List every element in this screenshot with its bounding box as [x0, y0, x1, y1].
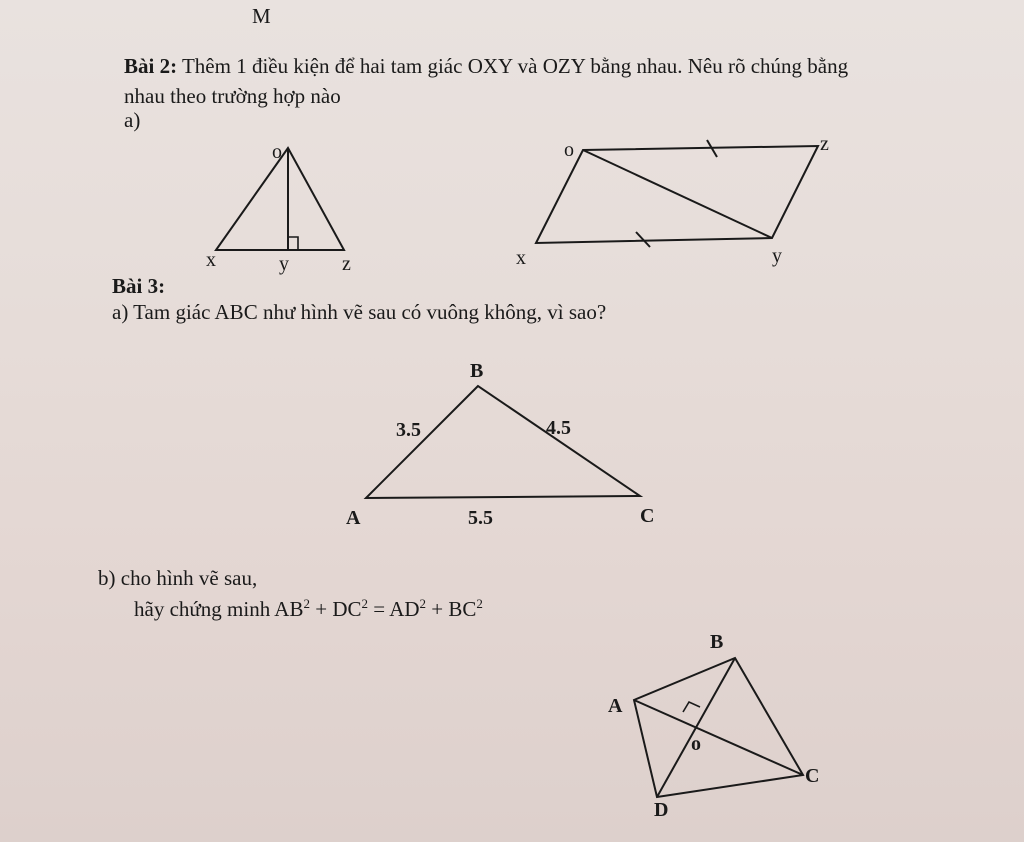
quad-label-b: B	[710, 631, 724, 653]
tri-side-ab: 3.5	[396, 419, 421, 441]
triangle-abc	[366, 386, 640, 498]
bai2-text-line1: Thêm 1 điều kiện để hai tam giác OXY và OZY bằng nhau. Nêu rõ chúng bằng	[177, 54, 849, 78]
fig1-label-o: o	[272, 141, 282, 163]
fig2-label-o: o	[564, 139, 574, 161]
diagonal-bd	[657, 658, 735, 797]
quadrilateral-abcd	[634, 658, 803, 797]
tri-label-c: C	[640, 505, 655, 527]
bai2-title: Bài 2:	[124, 54, 178, 78]
fig1-label-x: x	[206, 249, 216, 271]
fig1-label-y: y	[279, 253, 289, 275]
tri-side-bc: 4.5	[546, 417, 571, 439]
fig2-label-y: y	[772, 245, 782, 267]
tri-side-ac: 5.5	[468, 507, 493, 529]
right-angle-o	[683, 702, 700, 712]
bai3-part-a: a) Tam giác ABC như hình vẽ sau có vuông không, vì sao?	[112, 300, 607, 324]
bai3-part-b-line1: b) cho hình vẽ sau,	[98, 566, 258, 590]
quad-label-d: D	[654, 799, 669, 821]
tri-label-a: A	[346, 507, 361, 529]
bai3-title: Bài 3:	[112, 274, 166, 298]
bai2-part-a: a)	[124, 108, 141, 132]
figure-2-parallelogram	[536, 140, 818, 247]
fig1-label-z: z	[342, 253, 351, 275]
fig2-label-x: x	[516, 247, 526, 269]
figure-1-triangle	[216, 148, 344, 250]
page-mark: M	[252, 4, 271, 28]
fig2-label-z: z	[820, 133, 829, 155]
bai2-text-line2: nhau theo trường hợp nào	[124, 84, 341, 108]
part-b-intro: hãy chứng minh	[134, 597, 271, 621]
quad-label-o: o	[691, 733, 701, 755]
tri-label-b: B	[470, 360, 484, 382]
tick-xy	[636, 232, 650, 247]
quad-label-c: C	[805, 765, 820, 787]
diagonal-ac	[634, 700, 803, 775]
quad-label-a: A	[608, 695, 623, 717]
diagonal-oy	[583, 150, 772, 238]
formula: $AB^2 + DC^2 = AD^2 + BC^2$	[274, 596, 483, 621]
right-angle-mark	[288, 237, 298, 250]
